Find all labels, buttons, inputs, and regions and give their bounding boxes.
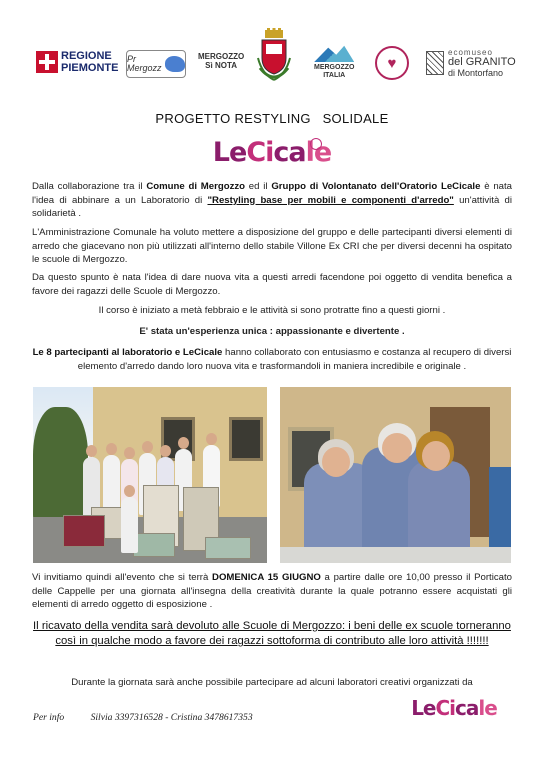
brand-part-3: ca [273,136,306,168]
participants-rest: hanno collaborato con entusiasmo e costanza al recupero di diversi elemento d'arredo dando loro nuova vita e trasformandoli in maniera incredibile e originale . [77,347,512,372]
heart-icon: ♥ [375,46,409,80]
paragraph-idea: Da questo spunto è nata l'idea di dare nuova vita a questi arredi facendone poi oggetto di vendita benefica a favore dei ragazzi delle Scuole di Mergozzo. [32,272,512,297]
ecomuseo-line2: del GRANITO [448,56,516,68]
paragraph-course: Il corso è iniziato a metà febbraio e le attività si sono protratte fino a questi giorni . [98,305,446,316]
restyling-title: "Restyling base per mobili e componenti d'arredo" [207,194,454,206]
document-title: PROGETTO RESTYLING SOLIDALE [155,111,389,126]
comune-name: Comune di Mergozzo [146,181,246,192]
contact-label: Per info [33,712,65,723]
logo-strip [30,28,520,90]
brand2-part-3: ca [455,696,479,720]
regione-piemonte-text: REGIONE PIEMONTE [61,50,119,74]
contact-info [33,712,253,723]
paragraph-workshops: Durante la giornata sarà anche possibile partecipare ad alcuni laboratori creativi organizzati da [71,677,473,688]
mergozzo-si-nota-text: MERGOZZO Sì NOTA [198,52,245,70]
ecomuseo-line1: ecomuseo [448,48,493,57]
promergozzo-logo [126,50,186,78]
lecicale-logo [212,134,332,170]
swirl-icon [310,138,322,150]
mergozzo-si-nota-logo [198,52,244,70]
mergozzo-italia-logo [314,44,354,80]
brand-part-2: Ci [246,136,274,168]
group-photo-right [280,387,511,563]
paragraph-intro [32,180,512,221]
granite-pattern-icon [426,51,444,75]
proceeds-announcement: Il ricavato della vendita sarà devoluto alle Scuole di Mergozzo: i beni delle ex scuole torneranno così in qualche modo a favore dei ragazzi sottoforma di contributo alle loro attività !!!!!!! [33,620,511,648]
paragraph-experience: E' stata un'esperienza unica : appassionante e divertente . [139,326,405,337]
contact-numbers: Silvia 3397316528 - Cristina 3478617353 [90,712,253,723]
event-date: DOMENICA 15 GIUGNO [212,572,321,583]
brand2-part-1: Le [411,696,436,720]
intro-mid2: è nata l'idea di abbinare a un Laboratorio di [32,181,513,206]
paragraph-administration: L'Amministrazione Comunale ha voluto mettere a disposizione del gruppo e delle partecipanti diversi elementi di arredo che giacevano non più utilizzati all'interno dello stabile Villone Ex CRI che per diversi decenni ha ospitato le scuole di Mergozzo. [32,227,512,266]
paragraph-participants [32,346,512,373]
cross-flag-icon [36,51,58,73]
ecomuseo-logo [426,48,516,78]
group-photo-left [33,387,267,563]
paragraph-event [32,571,512,612]
ecomuseo-line3: di Montorfano [448,68,504,78]
heart-valley-logo [375,46,409,80]
brand-part-4: le [305,136,332,168]
intro-mid: ed il [245,181,272,192]
intro-post: un'attività di solidarietà . [32,194,513,220]
lecicale-logo-footer [411,694,497,722]
event-pre: Vi invitiamo quindi all'evento che si terrà [32,572,213,583]
brand2-part-2: Ci [435,696,456,720]
participants-bold: Le 8 partecipanti al laboratorio e LeCicale [32,347,223,358]
lake-shape-icon [165,56,185,72]
event-post: a partire dalle ore 10,00 presso il Porticato delle Cappelle per una giornata all'insegna della creatività durante la quale potranno essere acquistati gli elementi di arredo oggetto di esposizione . [32,572,512,611]
brand2-part-4: le [478,696,497,720]
gruppo-name: Gruppo di Volontanato dell'Oratorio LeCicale [271,181,481,192]
brand-part-1: Le [212,136,247,168]
intro-pre: Dalla collaborazione tra il [32,181,147,192]
promergozzo-text: Pr Mergozz [127,54,162,73]
regione-piemonte-logo [36,50,118,74]
mountain-icon [314,44,354,62]
mergozzo-italia-text: MERGOZZO ITALIA [314,64,355,79]
municipal-coat-of-arms-icon [256,28,292,88]
